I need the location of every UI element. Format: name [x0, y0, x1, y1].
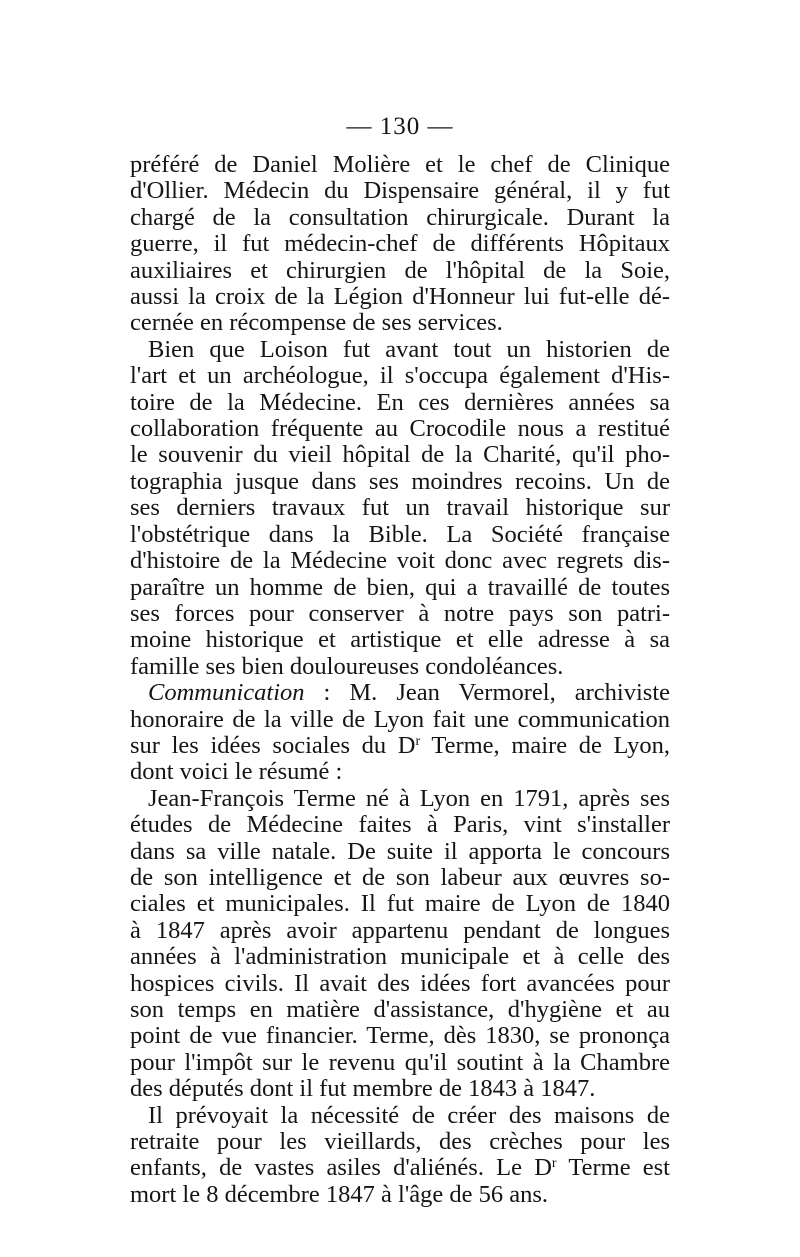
- communication-label: Communication: [148, 679, 305, 707]
- paragraph-4: [130, 786, 670, 1103]
- superscript: r: [551, 1156, 557, 1172]
- text-line: moine historique et artistique et elle adresse à sa: [130, 626, 670, 654]
- paragraph-1: [130, 152, 670, 337]
- text-line: auxiliaires et chirurgien de l'hôpital de la Soie,: [130, 256, 670, 284]
- text-line: [130, 680, 670, 706]
- text-line: Jean-François Terme né à Lyon en 1791, après ses: [148, 784, 670, 812]
- text-fragment: Terme, maire de Lyon,: [420, 731, 670, 759]
- text-fragment: Terme est: [556, 1154, 670, 1182]
- body-text: [130, 152, 670, 1208]
- text-line: [130, 733, 670, 759]
- text-line: ses forces pour conserver à notre pays son patri-: [130, 599, 670, 627]
- text-fragment: sur les idées sociales du D: [130, 731, 416, 759]
- paragraph-3: [130, 680, 670, 786]
- text-line: pour l'impôt sur le revenu qu'il soutint à la Chambre: [130, 1048, 670, 1076]
- text-line: d'histoire de la Médecine voit donc avec regrets dis-: [130, 547, 670, 575]
- text-line: ses derniers travaux fut un travail historique sur: [130, 494, 670, 522]
- text-line: retraite pour les vieillards, des crèches pour les: [130, 1128, 670, 1156]
- paragraph-2: [130, 337, 670, 680]
- text-line: collaboration fréquente au Crocodile nous a restitué: [130, 415, 670, 443]
- text-line: son temps en matière d'assistance, d'hygiène et au: [130, 996, 670, 1023]
- text-line: ciales et municipales. Il fut maire de Lyon de 1840: [130, 890, 670, 918]
- text-line: toire de la Médecine. En ces dernières années sa: [130, 388, 670, 416]
- text-line: point de vue financier. Terme, dès 1830, se prononça: [130, 1022, 670, 1050]
- text-line: cernée en récompense de ses services.: [130, 309, 503, 337]
- text-line: tographia jusque dans ses moindres recoins. Un de: [130, 467, 670, 495]
- text-line: études de Médecine faites à Paris, vint s'installer: [130, 811, 670, 839]
- text-line: des députés dont il fut membre de 1843 à 1847.: [130, 1075, 596, 1103]
- text-line: guerre, il fut médecin-chef de différents Hôpitaux: [130, 230, 670, 258]
- text-line: Il prévoyait la nécessité de créer des maisons de: [148, 1101, 670, 1129]
- page-number: — 130 —: [346, 113, 454, 140]
- text-line: le souvenir du vieil hôpital de la Charité, qu'il pho-: [130, 441, 670, 469]
- text-line: famille ses bien douloureuses condoléances.: [130, 652, 564, 680]
- text-line: hospices civils. Il avait des idées fort avancées pour: [130, 969, 670, 997]
- superscript: r: [415, 733, 421, 749]
- text-line: honoraire de la ville de Lyon fait une communication: [130, 705, 670, 733]
- text-line: à 1847 après avoir appartenu pendant de longues: [130, 916, 670, 944]
- text-line: Bien que Loison fut avant tout un historien de: [148, 335, 670, 363]
- text-line: dans sa ville natale. De suite il apporta le concours: [130, 837, 670, 865]
- text-line: préféré de Daniel Molière et le chef de Clinique: [130, 151, 670, 178]
- text-line: aussi la croix de la Légion d'Honneur lui fut-elle dé-: [130, 283, 670, 311]
- text-line: d'Ollier. Médecin du Dispensaire général, il y fut: [130, 177, 670, 205]
- text-line: l'obstétrique dans la Bible. La Société française: [130, 520, 670, 548]
- paragraph-5: [130, 1103, 670, 1209]
- text-line: chargé de la consultation chirurgicale. Durant la: [130, 203, 670, 231]
- text-line: paraître un homme de bien, qui a travaillé de toutes: [130, 573, 670, 601]
- text-line: de son intelligence et de son labeur aux œuvres so-: [130, 863, 670, 891]
- text-line: dont voici le résumé :: [130, 758, 343, 786]
- text-line: [130, 1155, 670, 1181]
- text-line: mort le 8 décembre 1847 à l'âge de 56 ans.: [130, 1180, 549, 1208]
- text-line: années à l'administration municipale et à celle des: [130, 943, 670, 971]
- text-fragment: : M. Jean Vermorel, archiviste: [304, 679, 670, 707]
- text-fragment: enfants, de vastes asiles d'aliénés. Le D: [130, 1154, 552, 1182]
- text-line: l'art et un archéologue, il s'occupa également d'His-: [130, 362, 670, 390]
